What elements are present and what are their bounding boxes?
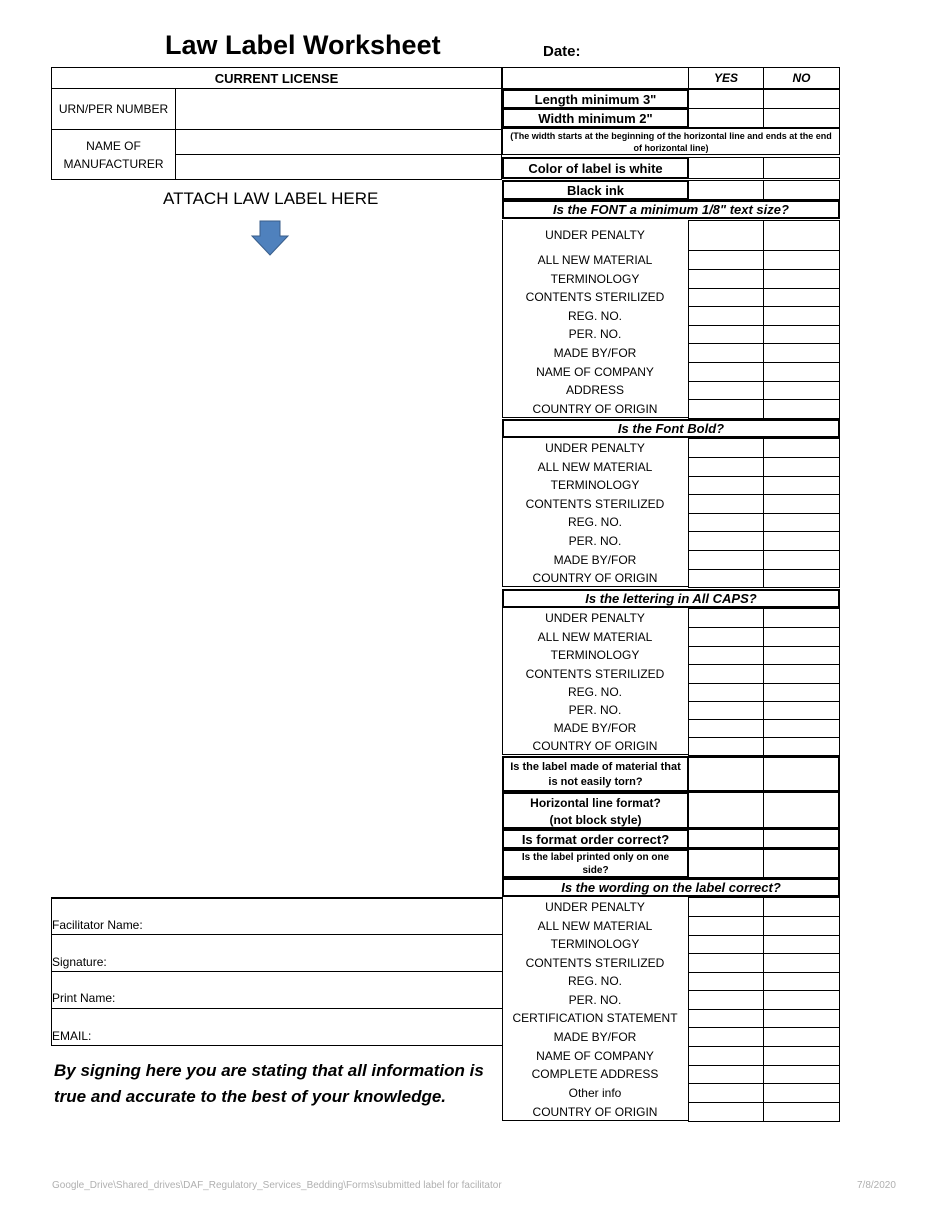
color-no-cell[interactable] <box>763 157 840 179</box>
checklist-item-label: CERTIFICATION STATEMENT <box>512 1011 678 1025</box>
urn-per-number-label: URN/PER NUMBER <box>51 88 176 130</box>
checklist-no-cell[interactable] <box>763 990 840 1010</box>
checklist-yes-cell[interactable] <box>688 972 764 991</box>
checklist-no-cell[interactable] <box>763 550 840 570</box>
signature-box-top <box>51 897 502 899</box>
checklist-item-label: MADE BY/FOR <box>553 721 637 735</box>
checklist-no-cell[interactable] <box>763 569 840 588</box>
checklist-no-cell[interactable] <box>763 438 840 458</box>
checklist-yes-cell[interactable] <box>688 362 764 382</box>
checklist-no-cell[interactable] <box>763 701 840 720</box>
checklist-no-cell[interactable] <box>763 399 840 419</box>
checklist-item-label: COUNTRY OF ORIGIN <box>532 571 658 585</box>
checklist-yes-cell[interactable] <box>688 325 764 344</box>
ink-check-label: Black ink <box>502 180 689 200</box>
checklist-no-cell[interactable] <box>763 288 840 307</box>
wording-section-title: Is the wording on the label correct? <box>502 878 840 897</box>
checklist-item-label: Other info <box>568 1085 622 1100</box>
checklist-no-cell[interactable] <box>763 1083 840 1103</box>
checklist-no-cell[interactable] <box>763 343 840 363</box>
signature-box-left <box>51 897 52 1046</box>
email-line[interactable] <box>51 1045 502 1046</box>
checklist-item-label: REG. NO. <box>567 308 622 323</box>
checklist-yes-cell[interactable] <box>688 608 764 628</box>
checklist-yes-cell[interactable] <box>688 1009 764 1028</box>
checklist-item-label: MADE BY/FOR <box>553 345 637 360</box>
checklist-yes-cell[interactable] <box>688 494 764 514</box>
font-size-section-title: Is the FONT a minimum 1/8" text size? <box>502 200 840 219</box>
checklist-no-cell[interactable] <box>763 476 840 495</box>
checklist-yes-cell[interactable] <box>688 531 764 551</box>
manufacturer-name-field-2[interactable] <box>175 154 502 180</box>
checklist-item-label: ALL NEW MATERIAL <box>537 629 653 644</box>
footer-date: 7/8/2020 <box>857 1180 896 1191</box>
checklist-no-cell[interactable] <box>763 325 840 344</box>
horizontal-question-line1: Horizontal line format? <box>530 796 661 810</box>
checklist-yes-cell[interactable] <box>688 701 764 720</box>
checklist-no-cell[interactable] <box>763 972 840 991</box>
one-side-no-cell[interactable] <box>763 849 840 878</box>
footer-path: Google_Drive\Shared_drives\DAF_Regulatory_Services_Bedding\Forms\submitted label for facilitator <box>52 1180 502 1191</box>
checklist-no-cell[interactable] <box>763 646 840 665</box>
checklist-no-cell[interactable] <box>763 381 840 400</box>
checklist-yes-cell[interactable] <box>688 1027 764 1047</box>
checklist-item-label: TERMINOLOGY <box>550 937 640 951</box>
horizontal-question <box>502 792 689 829</box>
manufacturer-name-field[interactable] <box>175 129 502 155</box>
checklist-no-cell[interactable] <box>763 269 840 289</box>
checklist-item-label: NAME OF COMPANY <box>536 1048 654 1063</box>
checklist-item-label: ALL NEW MATERIAL <box>537 459 653 474</box>
checklist-item-label: MADE BY/FOR <box>553 1029 637 1044</box>
email-label: EMAIL: <box>52 1029 92 1043</box>
checklist-yes-cell[interactable] <box>688 569 764 588</box>
facilitator-name-line[interactable] <box>51 934 502 935</box>
checklist-item-label: NAME OF COMPANY <box>536 364 654 379</box>
checklist-yes-cell[interactable] <box>688 288 764 307</box>
checklist-no-cell[interactable] <box>763 953 840 973</box>
format-no-cell[interactable] <box>763 829 840 849</box>
checklist-no-cell[interactable] <box>763 494 840 514</box>
checklist-yes-cell[interactable] <box>688 550 764 570</box>
width-no-cell[interactable] <box>763 108 840 128</box>
checklist-yes-cell[interactable] <box>688 916 764 936</box>
checklist-item-label: ADDRESS <box>565 383 624 397</box>
checklist-item-label: CONTENTS STERILIZED <box>525 496 665 511</box>
checklist-no-cell[interactable] <box>763 935 840 954</box>
page-title: Law Label Worksheet <box>165 30 441 60</box>
checklist-item-label: CONTENTS STERILIZED <box>525 955 665 970</box>
checklist-no-cell[interactable] <box>763 627 840 647</box>
checklist-yes-cell[interactable] <box>688 737 764 756</box>
checklist-item-label: PER. NO. <box>568 703 622 717</box>
format-order-question: Is format order correct? <box>502 829 689 849</box>
checklist-no-cell[interactable] <box>763 719 840 738</box>
checklist-item-label: REG. NO. <box>567 974 622 988</box>
one-side-question: Is the label printed only on one side? <box>502 849 689 878</box>
color-yes-cell[interactable] <box>688 157 764 179</box>
checklist-yes-cell[interactable] <box>688 897 764 917</box>
checklist-yes-cell[interactable] <box>688 343 764 363</box>
urn-per-number-field[interactable] <box>175 88 502 130</box>
print-name-line[interactable] <box>51 1008 502 1009</box>
checklist-no-cell[interactable] <box>763 737 840 756</box>
checklist-yes-cell[interactable] <box>688 476 764 495</box>
length-yes-cell[interactable] <box>688 89 764 109</box>
checklist-no-cell[interactable] <box>763 531 840 551</box>
checklist-yes-cell[interactable] <box>688 1083 764 1103</box>
checklist-no-cell[interactable] <box>763 664 840 684</box>
yes-column-header: YES <box>688 67 764 89</box>
checklist-item-label: UNDER PENALTY <box>545 440 645 455</box>
checklist-item-label: UNDER PENALTY <box>545 228 645 242</box>
signature-line[interactable] <box>51 971 502 972</box>
checklist-yes-cell[interactable] <box>688 1046 764 1066</box>
checklist-item-label: ALL NEW MATERIAL <box>537 918 653 933</box>
print-name-label: Print Name: <box>52 991 116 1005</box>
width-yes-cell[interactable] <box>688 108 764 128</box>
checklist-no-cell[interactable] <box>763 608 840 628</box>
checklist-yes-cell[interactable] <box>688 1102 764 1122</box>
no-column-header: NO <box>763 67 840 89</box>
checklist-yes-cell[interactable] <box>688 646 764 665</box>
checklist-no-cell[interactable] <box>763 457 840 477</box>
checklist-item-label: CONTENTS STERILIZED <box>525 666 665 681</box>
checklist-no-cell[interactable] <box>763 1065 840 1084</box>
checklist-yes-cell[interactable] <box>688 513 764 532</box>
checklist-yes-cell[interactable] <box>688 719 764 738</box>
font-bold-section-title: Is the Font Bold? <box>502 419 840 438</box>
checklist-item-label: MADE BY/FOR <box>553 552 637 567</box>
checklist-yes-cell[interactable] <box>688 381 764 400</box>
all-caps-section-title: Is the lettering in All CAPS? <box>502 589 840 608</box>
checklist-no-cell[interactable] <box>763 1027 840 1047</box>
checklist-yes-cell[interactable] <box>688 990 764 1010</box>
checklist-yes-cell[interactable] <box>688 1065 764 1084</box>
one-side-yes-cell[interactable] <box>688 849 764 878</box>
checklist-item-label: PER. NO. <box>568 533 622 548</box>
checklist-no-cell[interactable] <box>763 897 840 917</box>
date-label: Date: <box>543 43 581 60</box>
ink-no-cell[interactable] <box>763 180 840 200</box>
checklist-item-label: PER. NO. <box>568 327 622 341</box>
checklist-no-cell[interactable] <box>763 1009 840 1028</box>
checklist-yes-cell[interactable] <box>688 935 764 954</box>
checklist-yes-cell[interactable] <box>688 683 764 702</box>
checklist-yes-cell[interactable] <box>688 457 764 477</box>
checklist-yes-cell[interactable] <box>688 250 764 270</box>
checklist-item-label: TERMINOLOGY <box>550 271 640 286</box>
checklist-no-cell[interactable] <box>763 220 840 251</box>
material-yes-cell[interactable] <box>688 756 764 792</box>
checklist-yes-cell[interactable] <box>688 220 764 251</box>
material-no-cell[interactable] <box>763 756 840 792</box>
answer-header-blank <box>502 67 689 89</box>
checklist-yes-cell[interactable] <box>688 953 764 973</box>
checklist-item-label: REG. NO. <box>567 515 622 529</box>
checklist-yes-cell[interactable] <box>688 438 764 458</box>
facilitator-name-label: Facilitator Name: <box>52 918 143 932</box>
current-license-header: CURRENT LICENSE <box>51 67 502 89</box>
ink-yes-cell[interactable] <box>688 180 764 200</box>
checklist-item-label: COUNTRY OF ORIGIN <box>532 401 658 416</box>
checklist-item-label: COUNTRY OF ORIGIN <box>532 1104 658 1119</box>
checklist-item-label: COMPLETE ADDRESS <box>531 1067 659 1081</box>
checklist-item-label: TERMINOLOGY <box>550 648 640 662</box>
checklist-yes-cell[interactable] <box>688 664 764 684</box>
checklist-no-cell[interactable] <box>763 362 840 382</box>
checklist-yes-cell[interactable] <box>688 269 764 289</box>
checklist-yes-cell[interactable] <box>688 627 764 647</box>
attach-label-text: ATTACH LAW LABEL HERE <box>163 189 379 208</box>
checklist-item-label: UNDER PENALTY <box>545 610 645 625</box>
checklist-yes-cell[interactable] <box>688 399 764 419</box>
format-yes-cell[interactable] <box>688 829 764 849</box>
horizontal-yes-cell[interactable] <box>688 792 764 829</box>
signature-label: Signature: <box>52 955 107 969</box>
checklist-item-label: TERMINOLOGY <box>550 478 640 492</box>
checklist-item-label: REG. NO. <box>567 685 622 699</box>
checklist-item-label: PER. NO. <box>568 992 622 1007</box>
checklist-yes-cell[interactable] <box>688 306 764 326</box>
width-check-label: Width minimum 2" <box>502 108 689 128</box>
checklist-no-cell[interactable] <box>763 916 840 936</box>
checklist-no-cell[interactable] <box>763 1102 840 1122</box>
checklist-item-label: UNDER PENALTY <box>545 899 645 914</box>
color-check-label: Color of label is white <box>502 157 689 179</box>
checklist-item-label: ALL NEW MATERIAL <box>537 252 653 267</box>
checklist-no-cell[interactable] <box>763 1046 840 1066</box>
signing-statement: By signing here you are stating that all information is true and accurate to the best of your knowledge. <box>54 1061 484 1106</box>
horizontal-no-cell[interactable] <box>763 792 840 829</box>
width-note: (The width starts at the beginning of the horizontal line and ends at the end of horizontal line) <box>502 128 840 155</box>
checklist-no-cell[interactable] <box>763 683 840 702</box>
material-question: Is the label made of material that is not easily torn? <box>502 756 689 792</box>
checklist-no-cell[interactable] <box>763 250 840 270</box>
checklist-item-label: COUNTRY OF ORIGIN <box>532 739 658 753</box>
down-arrow-icon <box>250 220 290 258</box>
length-check-label: Length minimum 3" <box>502 89 689 109</box>
horizontal-question-line2: (not block style) <box>549 813 642 827</box>
length-no-cell[interactable] <box>763 89 840 109</box>
checklist-no-cell[interactable] <box>763 306 840 326</box>
checklist-item-label: CONTENTS STERILIZED <box>525 290 665 304</box>
checklist-no-cell[interactable] <box>763 513 840 532</box>
manufacturer-name-label: NAME OF MANUFACTURER <box>51 129 176 180</box>
